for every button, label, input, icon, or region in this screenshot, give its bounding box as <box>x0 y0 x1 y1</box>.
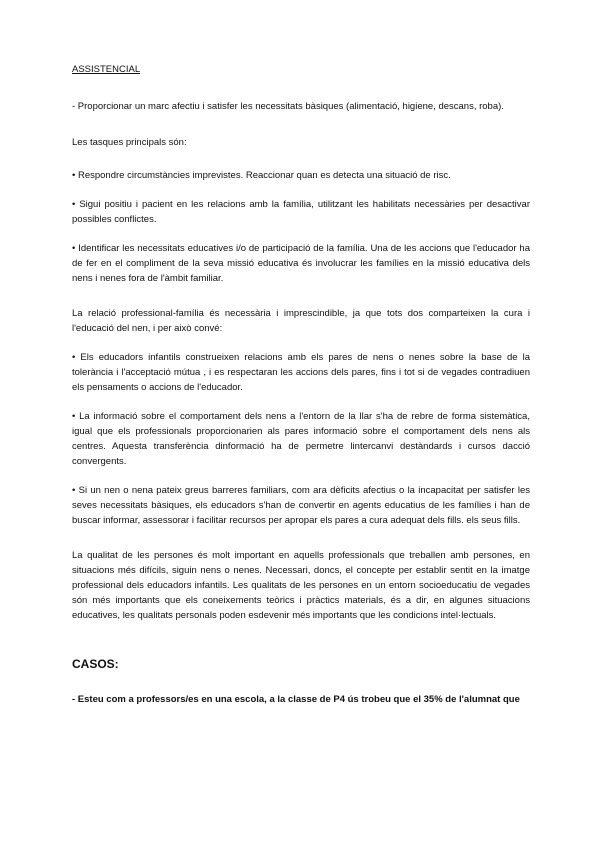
relation-paragraph: La relació professional-família és necessària i imprescindible, ja que tots dos comparteixen la cura i l'educació del nen, i per això convé: <box>72 308 530 334</box>
relation-point: • Els educadors infantils construeixen relacions amb els pares de nens o nenes sobre la base de la tolerància i l'acceptació mútua , i es respectaran les accions dels pares, fins i tot si de vegades contradiuen els pensaments o accions de l'educador. <box>72 352 530 393</box>
quality-paragraph: La qualitat de les persones és molt important en aquells professionals que treballen amb persones, en situacions més difícils, siguin nens o nenes. Necessari, doncs, el concepte per establir sentit en la imatge professional dels educadors infantils. Les qualitats de les persones en un entorn socioeducatiu de vegades són més importants que els coneixements teòrics i pràctics materials, és a dir, en algunes situacions educatives, les qualitats personals poden esdevenir més importants que les condicions intel·lectuals. <box>72 550 530 621</box>
section-heading: ASSISTENCIAL <box>72 64 141 75</box>
task-item: • Identificar les necessitats educatives i/o de participació de la família. Una de les accions que l'educador ha de fer en el compliment de la seva missió educativa és involucrar les famílies en la missió educativa dels nens i nenes fora de l'àmbit familiar. <box>72 243 530 284</box>
relation-point: • Si un nen o nena pateix greus barreres familiars, com ara dèficits afectius o la incapacitat per satisfer les seves necessitats bàsiques, els educadors s'han de convertir en agents educatius de les famílies i han de buscar informar, assessorar i facilitar recursos per apropar els pares a cura adequat dels fills. els seus fills. <box>72 485 530 526</box>
task-item: • Sigui positiu i pacient en les relacions amb la família, utilitzant les habilitats necessàries per desactivar possibles conflictes. <box>72 199 530 225</box>
intro-paragraph: - Proporcionar un marc afectiu i satisfer les necessitats bàsiques (alimentació, higiene, descans, roba). <box>72 101 504 112</box>
cases-title: CASOS: <box>72 657 119 671</box>
tasks-label: Les tasques principals són: <box>72 137 187 148</box>
relation-point: • La informació sobre el comportament dels nens a l'entorn de la llar s'ha de rebre de forma sistemàtica, igual que els professionals proporcionarien als pares informació sobre el comportament dels nens als centres. Aquesta transferència dinformació ha de permetre lintercanvi destàndards i cursos dacció convergents. <box>72 411 530 467</box>
task-item: • Respondre circumstàncies imprevistes. Reaccionar quan es detecta una situació de risc. <box>72 170 451 181</box>
case-line: - Esteu com a professors/es en una escola, a la classe de P4 ús trobeu que el 35% de l'alumnat que <box>72 694 520 705</box>
